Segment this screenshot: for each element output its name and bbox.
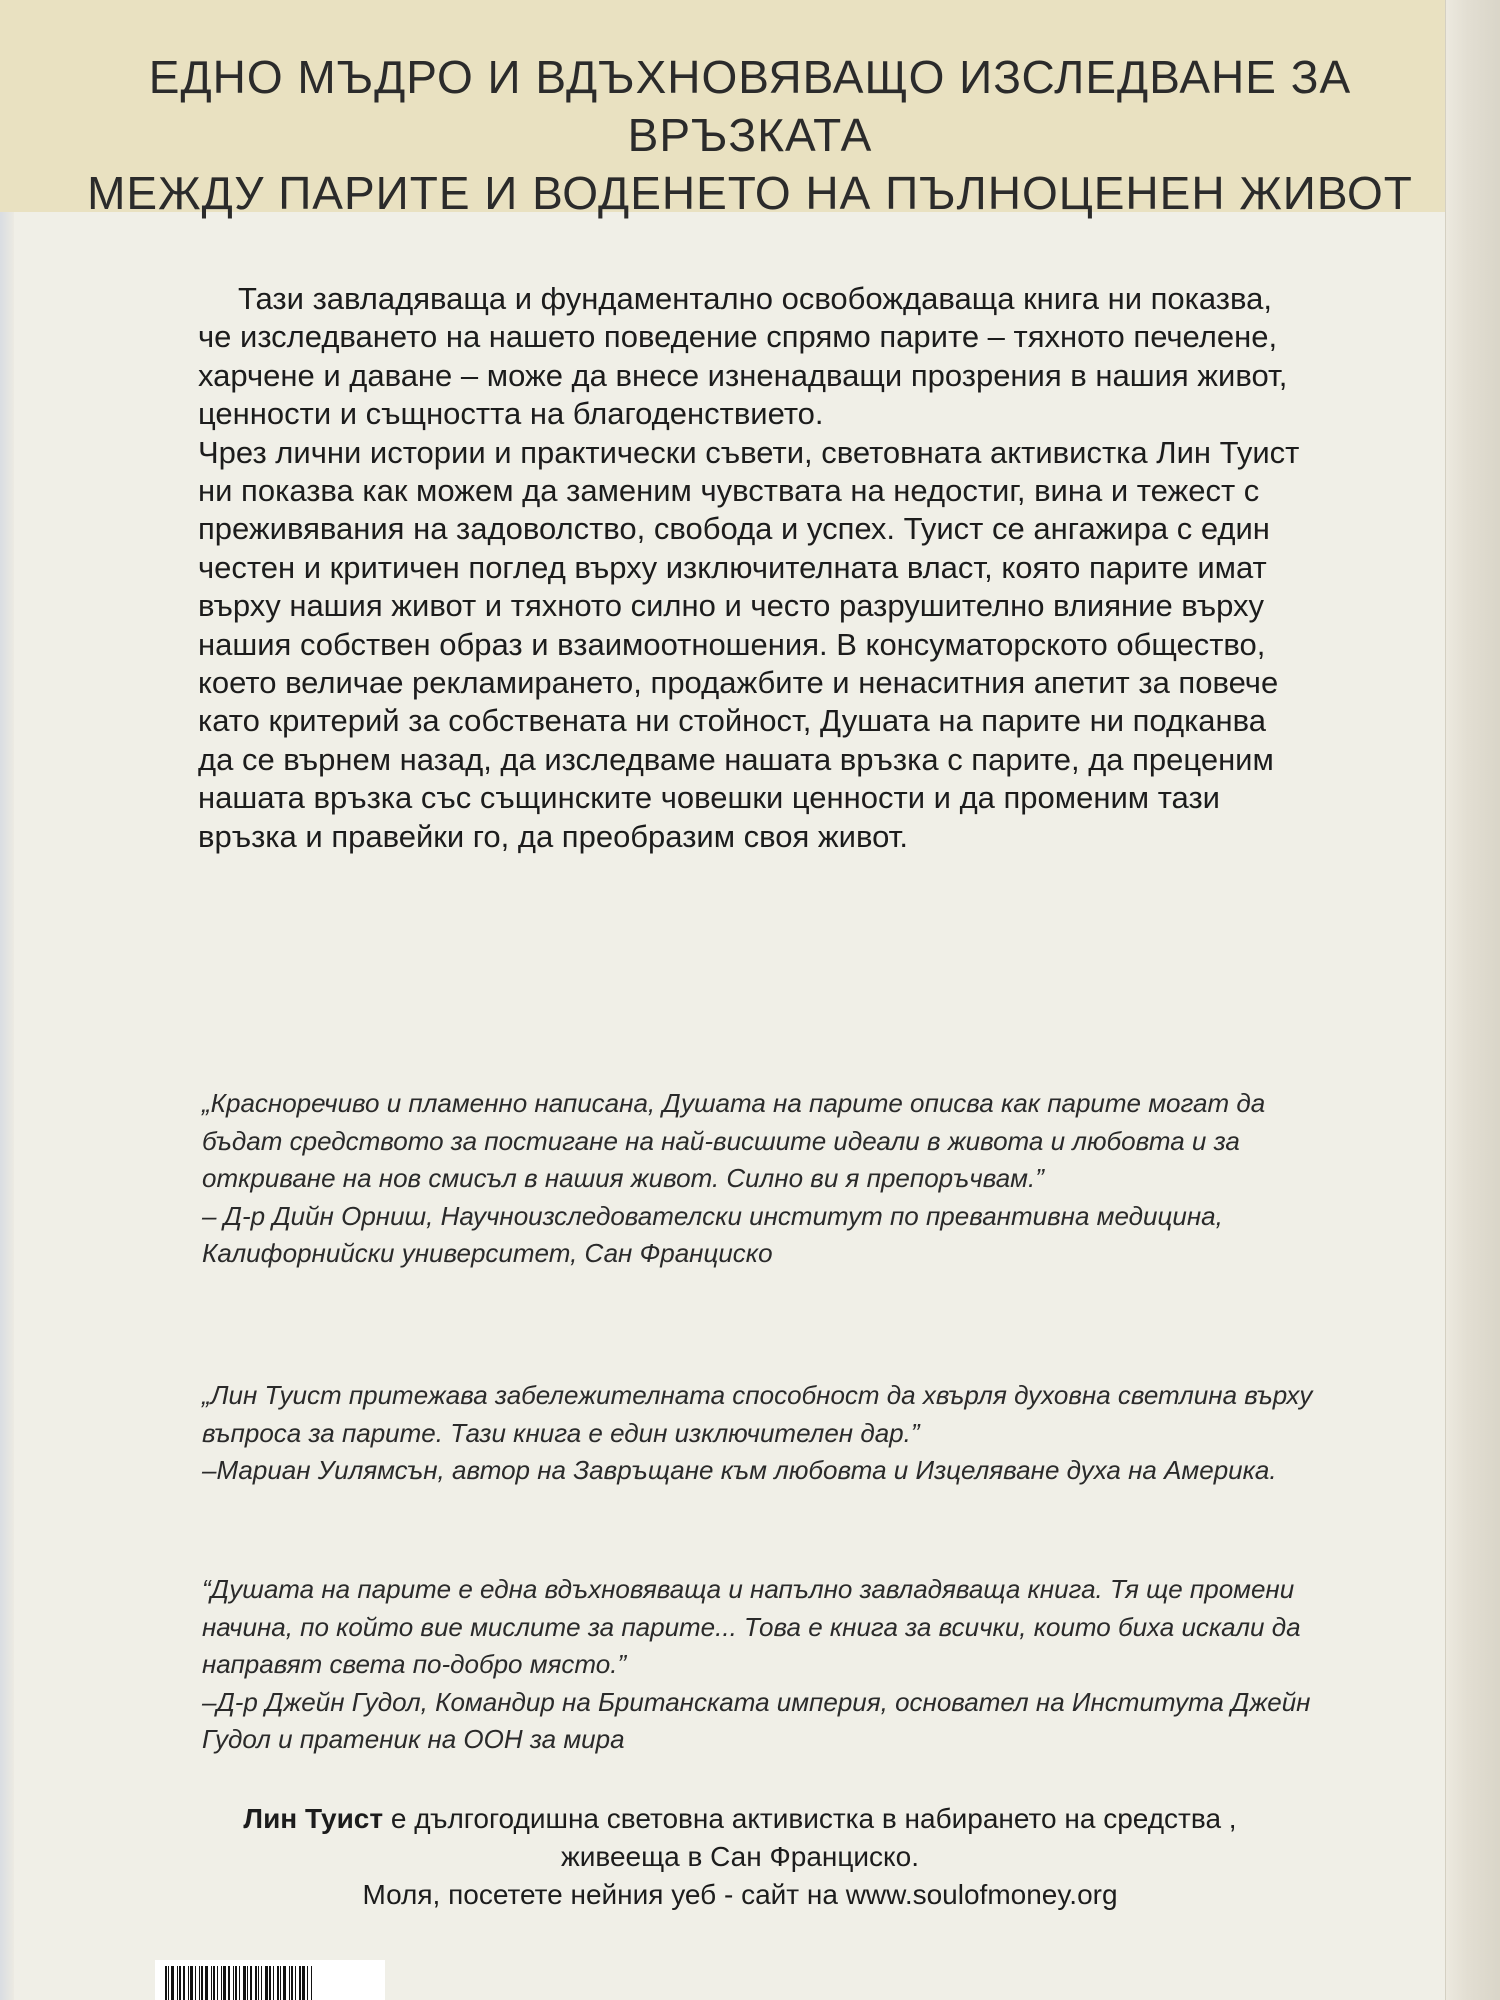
banner-title bbox=[60, 48, 1440, 222]
barcode-bar bbox=[179, 1966, 181, 2000]
barcode-bar bbox=[250, 1966, 252, 2000]
barcode-bar bbox=[289, 1966, 290, 2000]
barcode-bar bbox=[283, 1966, 286, 2000]
barcode-bar bbox=[223, 1966, 226, 2000]
barcode-bar bbox=[280, 1966, 281, 2000]
title-banner bbox=[0, 0, 1500, 219]
book-description bbox=[198, 280, 1308, 856]
banner-title-line-1: ЕДНО МЪДРО И ВДЪХНОВЯВАЩО ИЗСЛЕДВАНЕ ЗА ВРЪЗКАТА bbox=[148, 51, 1352, 161]
author-bio-line-2: живееща в Сан Франциско. bbox=[561, 1841, 919, 1872]
barcode-bar bbox=[217, 1966, 218, 2000]
barcode-bar bbox=[247, 1966, 248, 2000]
book-spine-edge bbox=[1445, 0, 1500, 2000]
barcode-bar bbox=[233, 1966, 234, 2000]
author-bio bbox=[120, 1800, 1360, 1914]
barcode-bar bbox=[258, 1966, 259, 2000]
barcode-bar bbox=[239, 1966, 240, 2000]
barcode-bar bbox=[183, 1966, 185, 2000]
barcode bbox=[155, 1960, 385, 2000]
quote-attribution: – Д-р Дийн Орниш, Научноизследователски институт по превантивна медицина, Калифорнийски университет, Сан Франциско bbox=[202, 1200, 1223, 1268]
barcode-bar bbox=[277, 1966, 279, 2000]
description-paragraph-2: Чрез лични истории и практически съвети, световната активистка Лин Туист ни показва как можем да заменим чувствата на недостиг, вина и тежест с преживявания на задоволство, свобода и успех. Туист се ангажира с един честен и критичен поглед върху изключителната власт, която парите имат върху нашия живот и тяхното силно и често разрушително влияние върху нашия собствен образ и взаимоотношения. В консуматорското общество, което величае рекламирането, продажбите и ненаситния апетит за повече като критерий за собствената ни стойност, Душата на парите ни подканва да се върнем назад, да изследваме нашата връзка с парите, да преценим нашата връзка със същинските човешки ценности и да променим тази връзка и правейки го, да преобразим своя живот. bbox=[198, 434, 1300, 854]
barcode-bar bbox=[177, 1966, 178, 2000]
quote-attribution: –Мариан Уилямсън, автор на Завръщане към любовта и Изцеляване духа на Америка. bbox=[202, 1455, 1277, 1485]
quote-block bbox=[202, 1377, 1322, 1490]
barcode-bar bbox=[243, 1966, 246, 2000]
barcode-bar bbox=[221, 1966, 222, 2000]
barcode-bar bbox=[165, 1966, 167, 2000]
barcode-bar bbox=[168, 1966, 169, 2000]
cover-left-edge bbox=[0, 0, 14, 2000]
quote-text: “Душата на парите е една вдъхновяваща и напълно завладяваща книга. Тя ще промени начина, по който вие мислите за парите... Това е книга за всички, които биха искали да направят света по-добро място.” bbox=[202, 1574, 1301, 1679]
quote-block bbox=[202, 1085, 1322, 1273]
description-paragraph-1: Тази завладяваща и фундаментално освобождаваща книга ни показва, че изследването на нашето поведение спрямо парите – тяхното печелене, харчене и даване – може да внесе изненадващи прозрения в нашия живот, ценности и същността на благоденствието. bbox=[198, 281, 1288, 432]
quote-block bbox=[202, 1571, 1322, 1759]
barcode-bar bbox=[269, 1966, 271, 2000]
author-bio-text: е дългогодишна световна активистка в набирането на средства , bbox=[383, 1803, 1237, 1834]
barcode-bar bbox=[265, 1966, 268, 2000]
banner-title-line-2: МЕЖДУ ПАРИТЕ И ВОДЕНЕТО НА ПЪЛНОЦЕНЕН ЖИВОТ bbox=[87, 167, 1413, 219]
quote-text: „Красноречиво и пламенно написана, Душата на парите описва как парите могат да бъдат средството за постигане на най-висшите идеали в живота и любовта и за откриване на нов смисъл в нашия живот. Силно ви я препоръчвам.” bbox=[202, 1088, 1266, 1193]
barcode-bar bbox=[201, 1966, 203, 2000]
barcode-bar bbox=[205, 1966, 208, 2000]
barcode-bar bbox=[255, 1966, 257, 2000]
barcode-bar bbox=[228, 1966, 230, 2000]
barcode-bar bbox=[273, 1966, 274, 2000]
barcode-bar bbox=[213, 1966, 215, 2000]
barcode-bar bbox=[199, 1966, 200, 2000]
author-name: Лин Туист bbox=[243, 1803, 384, 1834]
barcode-bar bbox=[295, 1966, 296, 2000]
barcode-bar bbox=[235, 1966, 237, 2000]
barcode-bar bbox=[211, 1966, 212, 2000]
author-website-line: Моля, посетете нейния уеб - сайт на www.soulofmoney.org bbox=[362, 1879, 1118, 1910]
barcode-bar bbox=[171, 1966, 174, 2000]
quote-attribution: –Д-р Джейн Гудол, Командир на Британската империя, основател на Института Джейн Гудол и пратеник на ООН за мира bbox=[202, 1686, 1311, 1754]
barcode-bar bbox=[195, 1966, 196, 2000]
barcode-bar bbox=[307, 1966, 308, 2000]
author-bio-line-1 bbox=[120, 1800, 1360, 1838]
barcode-bar bbox=[261, 1966, 262, 2000]
barcode-bar bbox=[291, 1966, 293, 2000]
barcode-bar bbox=[190, 1966, 193, 2000]
barcode-bar bbox=[188, 1966, 189, 2000]
barcode-bar bbox=[302, 1966, 305, 2000]
quote-text: „Лин Туист притежава забележителната способност да хвърля духовна светлина върху въпроса за парите. Тази книга е един изключителен дар.” bbox=[202, 1380, 1313, 1448]
barcode-bar bbox=[311, 1966, 312, 2000]
barcode-bar bbox=[299, 1966, 301, 2000]
